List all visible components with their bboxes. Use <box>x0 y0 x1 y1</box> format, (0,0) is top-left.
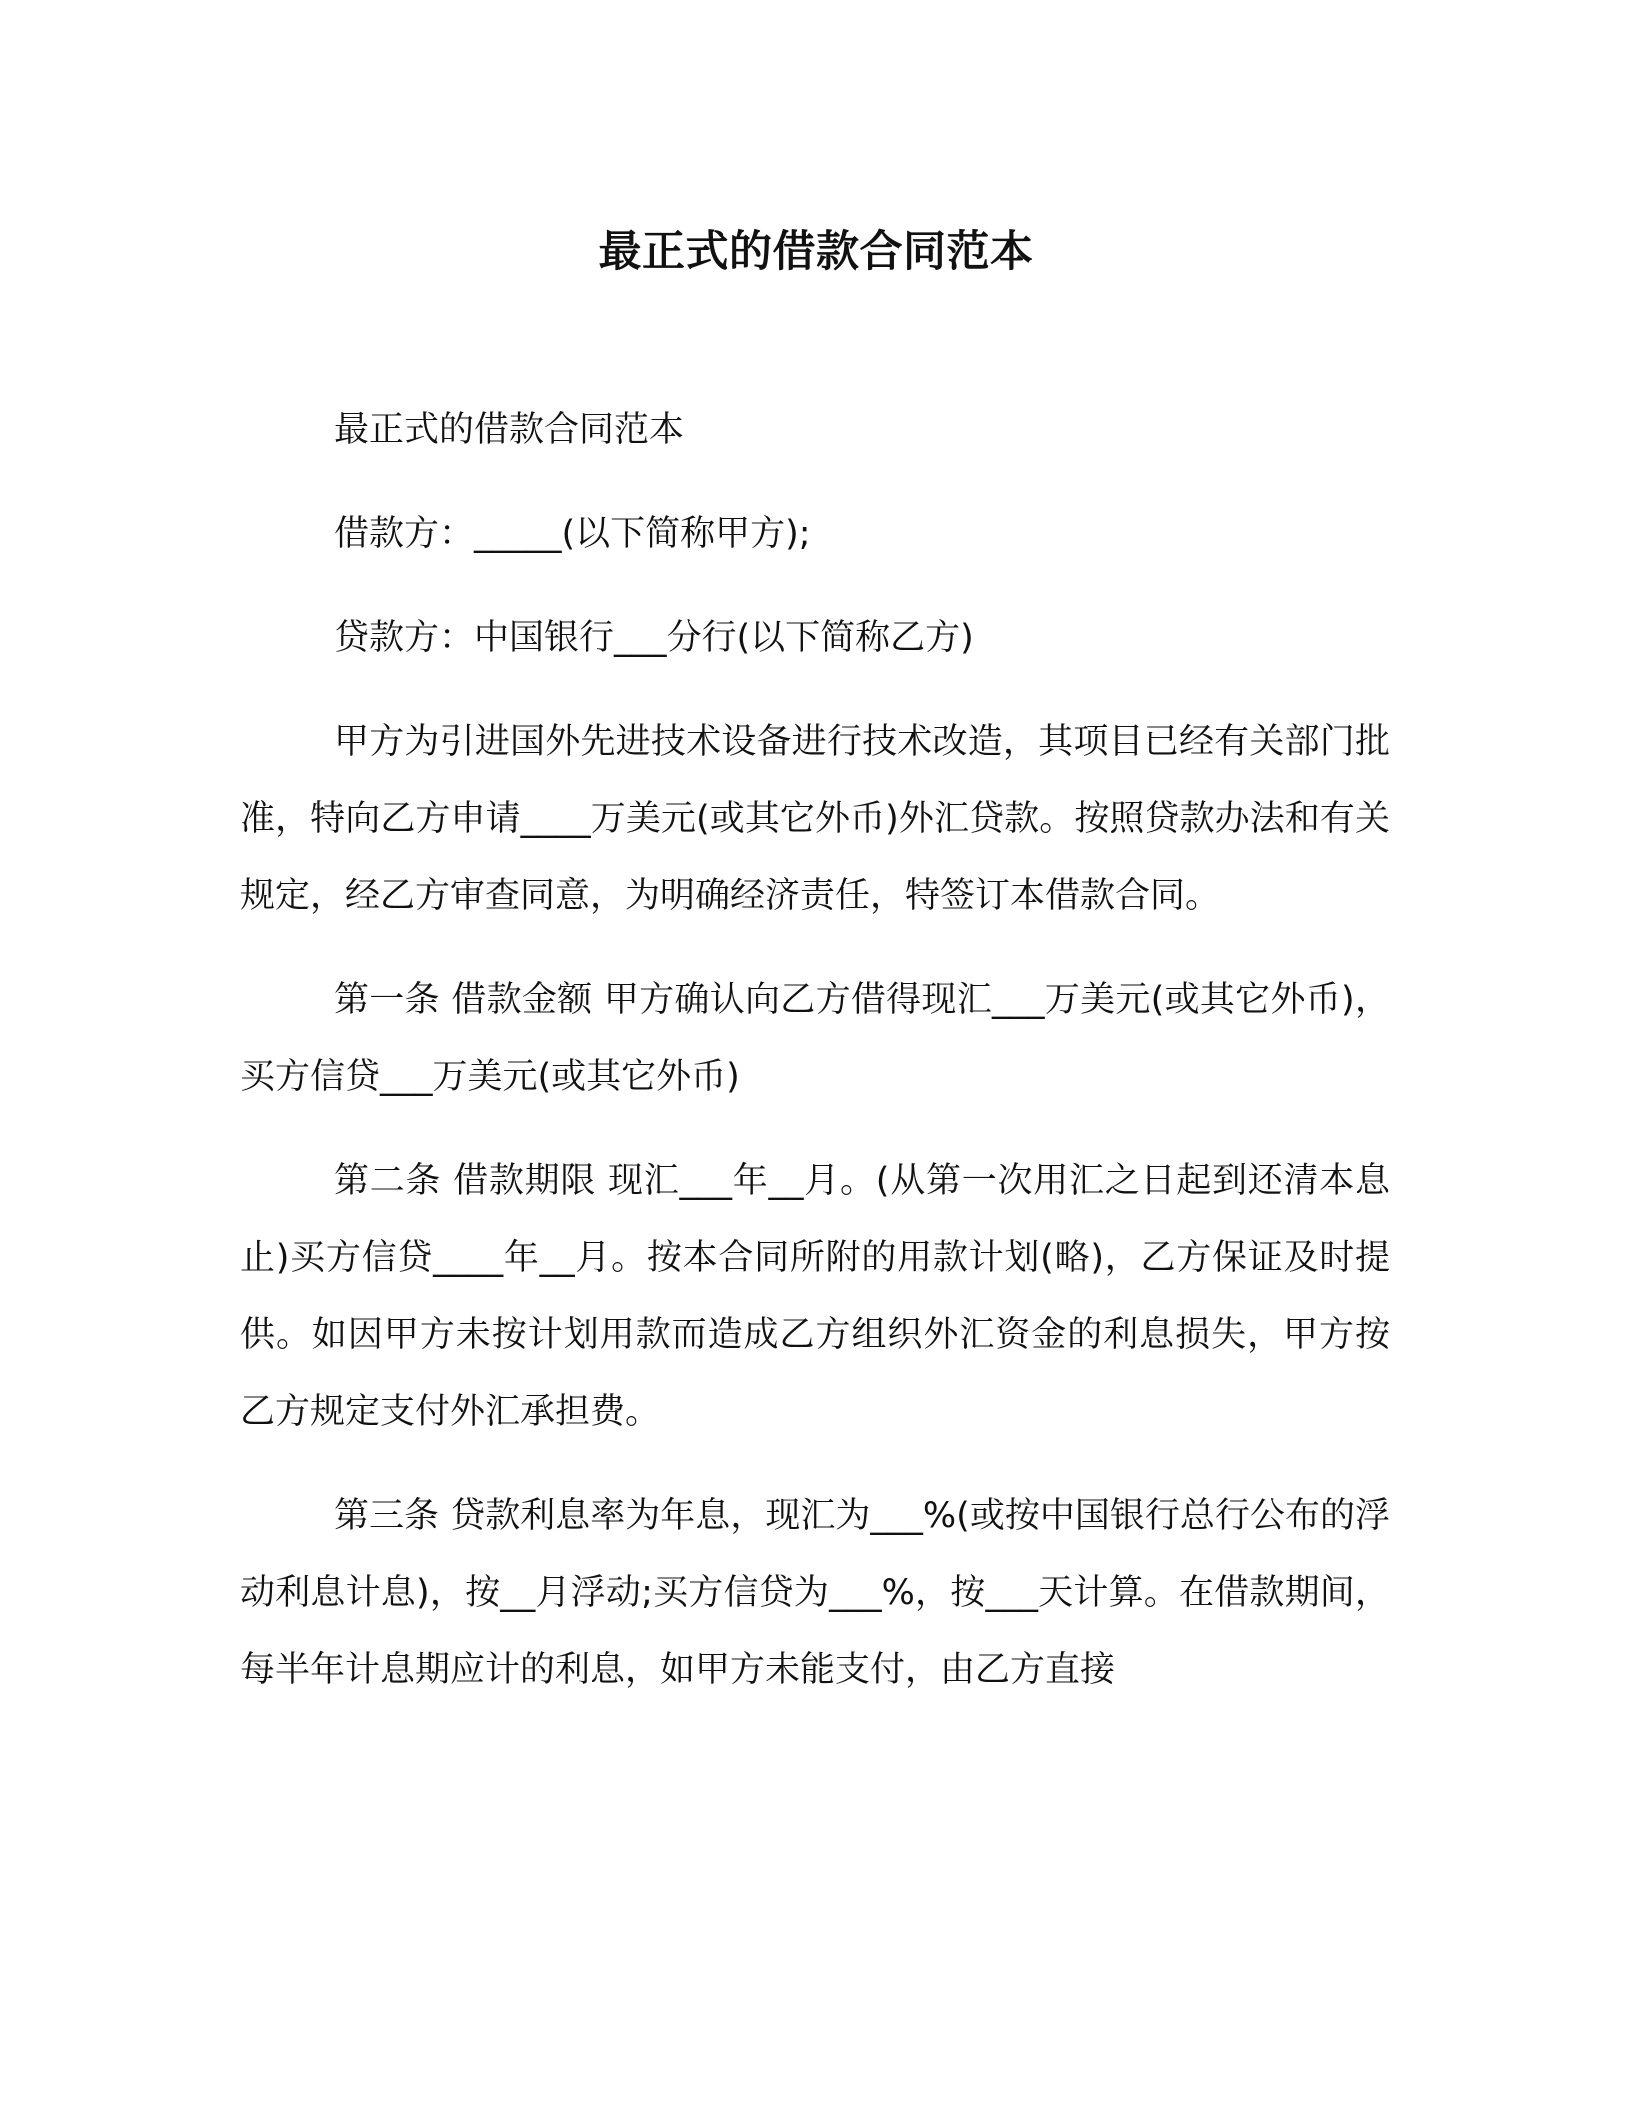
paragraph-article-3: 第三条 贷款利息率为年息，现汇为___%(或按中国银行总行公布的浮动利息计息)，按__月浮动;买方信贷为___%，按___天计算。在借款期间，每半年计息期应计的利息，如甲方未能支付，由乙方直接 <box>240 1496 1390 1690</box>
document-body <box>240 392 1390 1736</box>
paragraph-article-2: 第二条 借款期限 现汇___年__月。(从第一次用汇之日起到还清本息止)买方信贷____年__月。按本合同所附的用款计划(略)，乙方保证及时提供。如因甲方未按计划用款而造成乙方组织外汇资金的利息损失，甲方按乙方规定支付外汇承担费。 <box>240 1161 1390 1432</box>
paragraph-article-1: 第一条 借款金额 甲方确认向乙方借得现汇___万美元(或其它外币)，买方信贷___万美元(或其它外币) <box>240 980 1390 1097</box>
document-title: 最正式的借款合同范本 <box>598 227 1034 277</box>
paragraph-preamble: 甲方为引进国外先进技术设备进行技术改造，其项目已经有关部门批准，特向乙方申请____万美元(或其它外币)外汇贷款。按照贷款办法和有关规定，经乙方审查同意，为明确经济责任，特签订本借款合同。 <box>240 722 1390 916</box>
paragraph-lender: 贷款方：中国银行___分行(以下简称乙方) <box>334 618 974 658</box>
paragraph-subtitle: 最正式的借款合同范本 <box>334 410 685 450</box>
paragraph-borrower: 借款方：_____(以下简称甲方); <box>334 514 811 554</box>
